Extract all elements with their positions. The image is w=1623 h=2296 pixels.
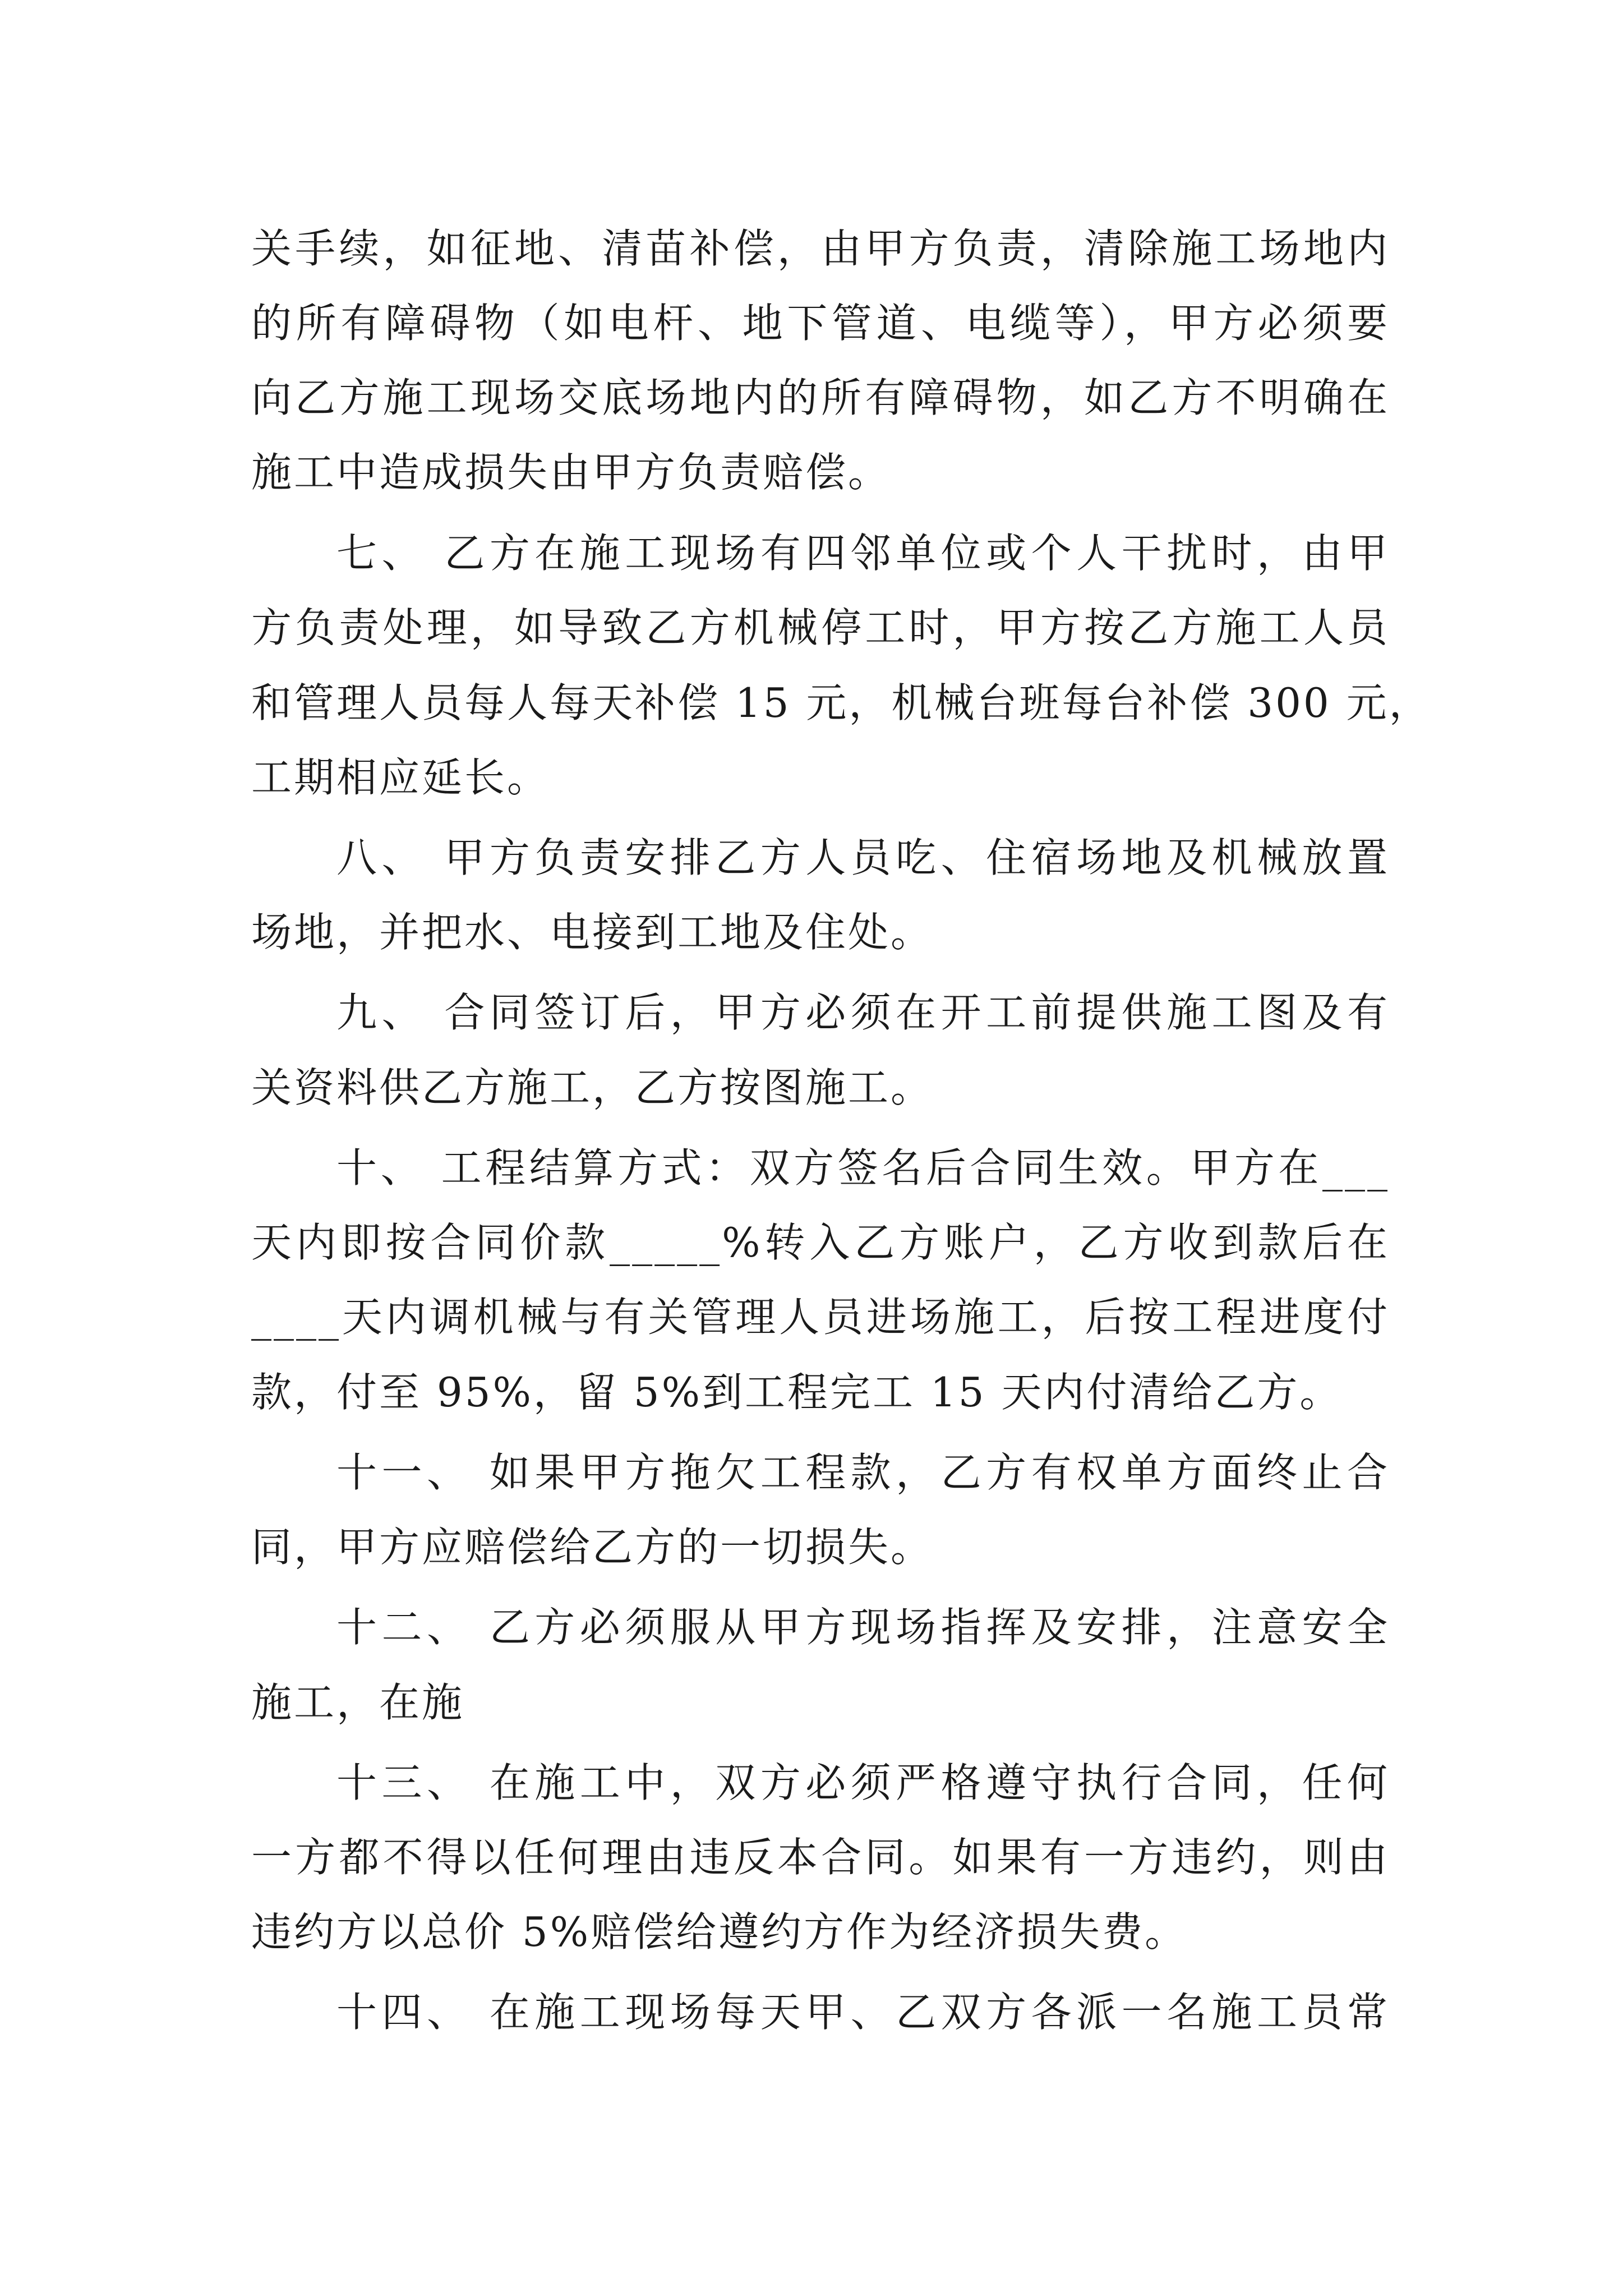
text-line: 场地，并把水、电接到工地及住处。 [251,909,934,956]
text-line: 工期相应延长。 [251,754,550,801]
text-line: 的所有障碍物（如电杆、地下管道、电缆等），甲方必须要 [251,300,1390,347]
clause-heading-line: 十一、 如果甲方拖欠工程款，乙方有权单方面终止合 [336,1449,1390,1496]
text-line: 天内即按合同价款_____%转入乙方账户，乙方收到款后在 [251,1219,1390,1266]
text-line: 施工，在施 [251,1679,465,1726]
text-line: 同，甲方应赔偿给乙方的一切损失。 [251,1524,934,1571]
clause-heading-line: 十三、 在施工中，双方必须严格遵守执行合同，任何 [336,1759,1390,1806]
text-line: 违约方以总价 5%赔偿给遵约方作为经济损失费。 [251,1908,1188,1955]
clause-heading-line: 十二、 乙方必须服从甲方现场指挥及安排，注意安全 [336,1604,1390,1651]
text-line: 和管理人员每人每天补偿 15 元，机械台班每台补偿 300 元， [251,679,1432,726]
clause-heading-line: 九、 合同签订后，甲方必须在开工前提供施工图及有 [336,989,1390,1036]
text-line: 关资料供乙方施工，乙方按图施工。 [251,1064,934,1111]
text-line: 向乙方施工现场交底场地内的所有障碍物，如乙方不明确在 [251,374,1390,421]
clause-heading-line: 七、 乙方在施工现场有四邻单位或个人干扰时，由甲 [336,530,1390,577]
clause-heading-line: 十四、 在施工现场每天甲、乙双方各派一名施工员常 [336,1989,1390,2036]
text-line: ____天内调机械与有关管理人员进场施工，后按工程进度付 [251,1294,1390,1341]
text-line: 一方都不得以任何理由违反本合同。如果有一方违约，则由 [251,1834,1390,1881]
text-line: 款，付至 95%，留 5%到工程完工 15 天内付清给乙方。 [251,1369,1343,1416]
clause-heading-line: 八、 甲方负责安排乙方人员吃、住宿场地及机械放置 [336,834,1390,881]
text-line: 方负责处理，如导致乙方机械停工时，甲方按乙方施工人员 [251,604,1390,651]
text-line: 施工中造成损失由甲方负责赔偿。 [251,449,891,496]
text-line: 关手续，如征地、清苗补偿，由甲方负责，清除施工场地内 [251,225,1390,272]
clause-heading-line: 十、 工程结算方式：双方签名后合同生效。甲方在___ [336,1144,1390,1191]
